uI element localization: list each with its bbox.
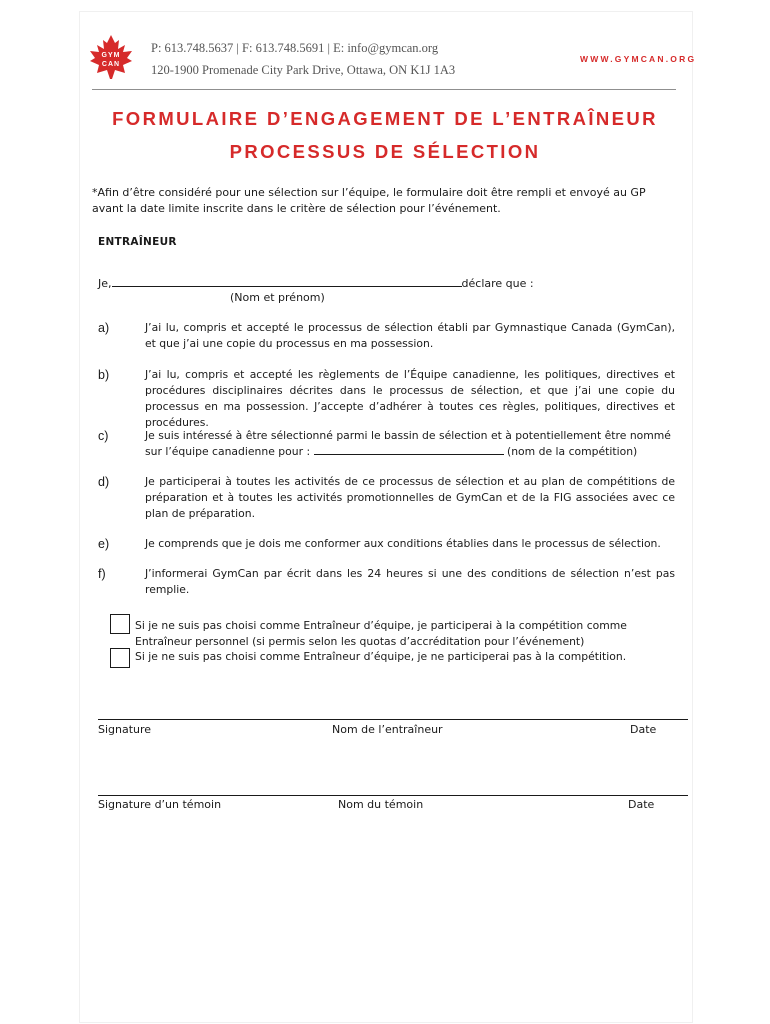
signature-line-witness[interactable]: [98, 795, 688, 796]
item-letter-f: f): [98, 567, 106, 581]
item-text-b: J’ai lu, compris et accepté les règlements de l’Équipe canadienne, les politiques, directives et procédures disciplinaires décrites dans le processus de sélection, et que j’ai une copie du processus en ma possession. J’accepte d’adhérer à toutes ces règles, politiques, directives et procédures.: [145, 368, 675, 429]
form-subtitle: PROCESSUS DE SÉLECTION: [229, 141, 541, 162]
checkbox-personal-coach[interactable]: [110, 614, 130, 634]
checkbox-not-participating-label: Si je ne suis pas choisi comme Entraîneur d’équipe, je ne participerai pas à la compétition.: [135, 650, 627, 663]
maple-leaf-icon: [86, 33, 136, 83]
witness-name-label: Nom du témoin: [338, 798, 424, 811]
signature-line-coach[interactable]: [98, 719, 688, 720]
competition-name-field[interactable]: [314, 444, 504, 455]
contact-line-address: 120-1900 Promenade City Park Drive, Ottawa, ON K1J 1A3: [151, 63, 456, 77]
date-label: Date: [630, 723, 657, 736]
checkbox-personal-coach-label: Si je ne suis pas choisi comme Entraîneur d’équipe, je participerai à la compétition comme Entraîneur personnel (si permis selon les quotas d’accréditation pour l’événement): [135, 619, 627, 648]
item-text-d: Je participerai à toutes les activités de ce processus de sélection et au plan de compétitions de préparation et à toutes les activités promotionnelles de GymCan et de la FIG associées avec ce plan de préparation.: [145, 475, 675, 520]
item-text-c-before: Je suis intéressé à être sélectionné parmi le bassin de sélection et à potentiellement être nommé sur l’équipe canadienne pour :: [145, 429, 671, 458]
item-letter-c: c): [98, 429, 109, 443]
checkbox-not-participating[interactable]: [110, 648, 130, 668]
signature-label: Signature: [98, 723, 152, 736]
name-field-hint: (Nom et prénom): [230, 291, 325, 304]
coach-name-label: Nom de l’entraîneur: [332, 723, 443, 736]
witness-date-label: Date: [628, 798, 655, 811]
witness-signature-label: Signature d’un témoin: [98, 798, 222, 811]
item-letter-e: e): [98, 537, 110, 551]
item-text-c: [145, 428, 675, 460]
item-letter-d: d): [98, 475, 110, 489]
contact-line-phone-email: P: 613.748.5637 | F: 613.748.5691 | E: info@gymcan.org: [151, 41, 439, 55]
item-text-a: J’ai lu, compris et accepté le processus de sélection établi par Gymnastique Canada (GymCan), et que j’ai une copie du processus en ma possession.: [145, 321, 675, 350]
coach-name-field[interactable]: [112, 276, 462, 287]
declaration-suffix: déclare que :: [461, 277, 534, 290]
logo-text: GYM: [101, 52, 121, 59]
intro-note: *Afin d’être considéré pour une sélection sur l’équipe, le formulaire doit être rempli et envoyé au GP avant la date limite inscrite dans le critère de sélection pour l’événement.: [92, 186, 646, 215]
declaration-prefix: Je,: [98, 277, 112, 290]
item-letter-b: b): [98, 368, 110, 382]
section-label-coach: ENTRAÎNEUR: [98, 236, 177, 248]
declaration-line: [98, 276, 534, 290]
header-divider: [92, 89, 676, 90]
item-text-f: J’informerai GymCan par écrit dans les 24 heures si une des conditions de sélection n’est pas remplie.: [145, 567, 675, 596]
item-letter-a: a): [98, 321, 110, 335]
item-text-c-after: (nom de la compétition): [507, 445, 638, 458]
item-text-e: Je comprends que je dois me conformer aux conditions établies dans le processus de sélection.: [145, 537, 661, 550]
website-link[interactable]: WWW.GYMCAN.ORG: [580, 54, 697, 64]
logo-text-2: CAN: [101, 61, 121, 68]
form-title: FORMULAIRE D’ENGAGEMENT DE L’ENTRAÎNEUR: [112, 108, 658, 129]
